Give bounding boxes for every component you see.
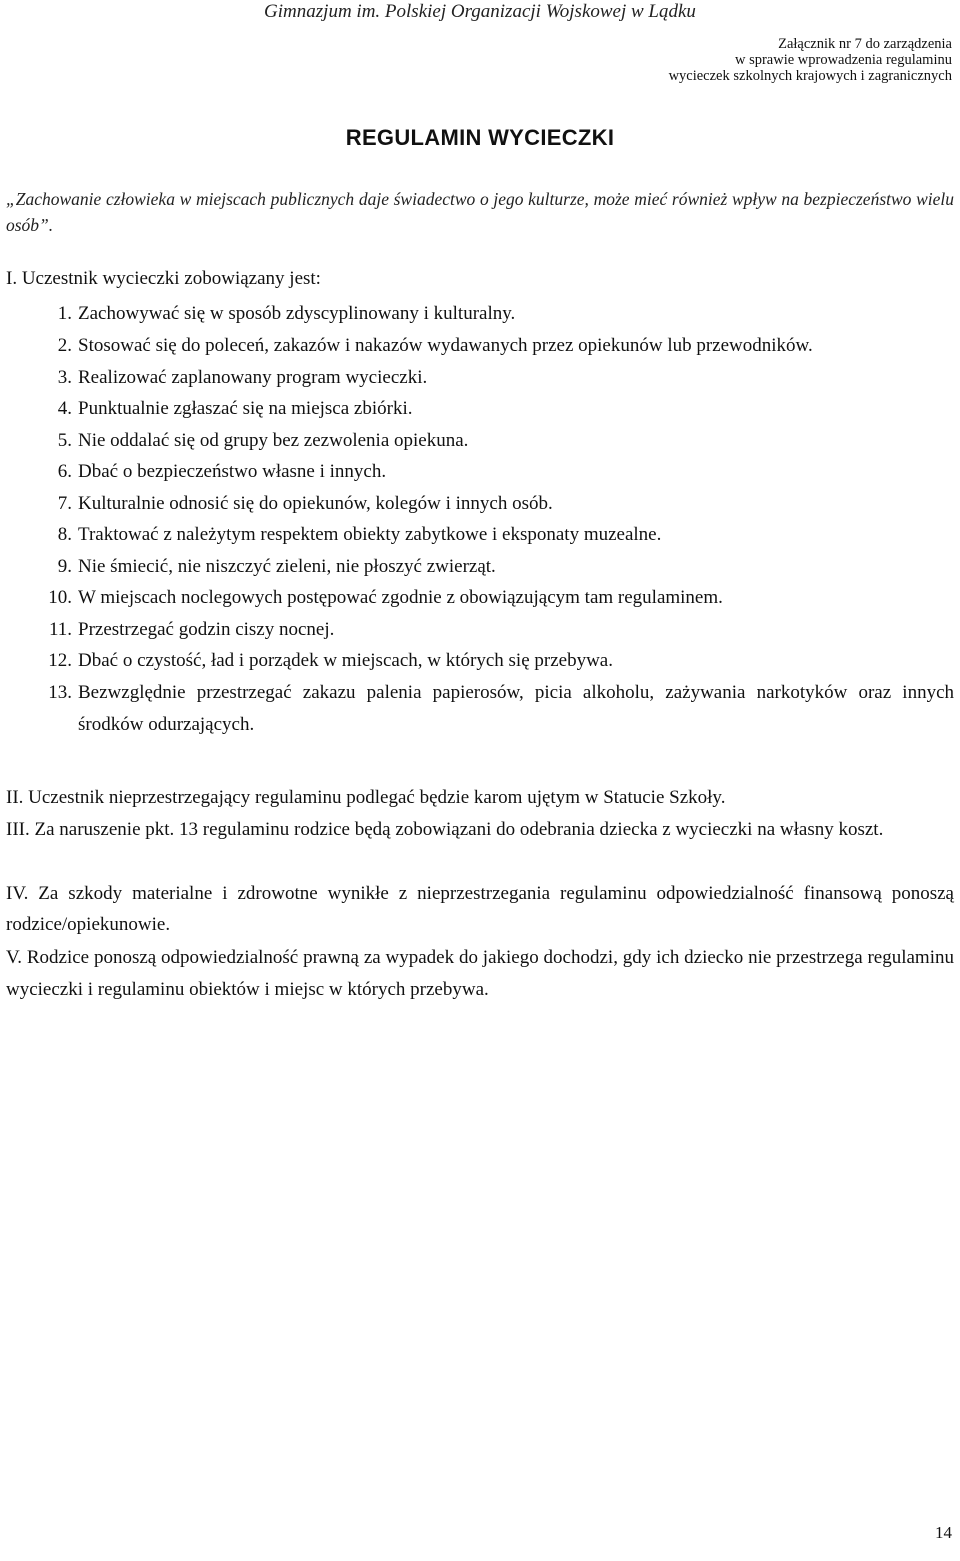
rule-text: Dbać o czystość, ład i porządek w miejscach, w których się przebywa. [78,650,613,671]
section-5: V. Rodzice ponoszą odpowiedzialność prawną za wypadek do jakiego dochodzi, gdy ich dziecko nie przestrzega regulaminu wycieczki i regulaminu obiektów i miejsc w których przebywa. [6,947,954,1000]
rule-number: 8. [57,524,72,545]
rule-item [6,362,954,394]
rule-number: 4. [57,398,72,419]
rule-item [6,677,954,741]
rule-text: Traktować z należytym respektem obiekty zabytkowe i eksponaty muzealne. [78,524,662,545]
attachment-line: Załącznik nr 7 do zarządzenia [778,36,952,52]
rule-number: 9. [57,555,72,577]
rule-item [6,519,954,551]
rule-text: Bezwzględnie przestrzegać zakazu palenia papierosów, picia alkoholu, zażywania narkotyków oraz innych środków odurzających. [78,681,954,735]
attachment-note [669,36,952,84]
rules-list [6,298,954,741]
page-number: 14 [935,1523,952,1542]
rule-text: Nie śmiecić, nie niszczyć zieleni, nie płoszyć zwierząt. [78,555,496,577]
rule-text: Realizować zaplanowany program wycieczki. [78,366,428,388]
school-header: Gimnazjum im. Polskiej Organizacji Wojskowej w Lądku [264,1,696,22]
rule-number: 13. [48,681,72,703]
section-4: IV. Za szkody materialne i zdrowotne wynikłe z nieprzestrzegania regulaminu odpowiedzialność finansową ponoszą rodzice/opiekunowie. [6,883,954,935]
rule-item [6,614,954,646]
rule-number: 11. [48,618,72,640]
section-1-heading: I. Uczestnik wycieczki zobowiązany jest: [6,268,321,289]
rule-text: Przestrzegać godzin ciszy nocnej. [78,618,335,640]
rule-item [6,582,954,614]
rule-number: 7. [57,492,72,514]
rule-item [6,330,954,362]
rule-item [6,456,954,488]
rule-number: 2. [57,334,72,356]
rule-item [6,551,954,583]
rule-number: 3. [57,366,72,388]
rule-item [6,645,954,677]
rule-item [6,425,954,457]
section-3: III. Za naruszenie pkt. 13 regulaminu rodzice będą zobowiązani do odebrania dziecka z wycieczki na własny koszt. [6,819,884,840]
rule-text: Dbać o bezpieczeństwo własne i innych. [78,461,387,482]
rule-text: Zachowywać się w sposób zdyscyplinowany i kulturalny. [78,303,516,324]
rule-number: 12. [48,650,72,671]
attachment-line: wycieczek szkolnych krajowych i zagranicznych [668,68,952,84]
rule-text: W miejscach noclegowych postępować zgodnie z obowiązującym tam regulaminem. [78,587,723,608]
attachment-line: w sprawie wprowadzenia regulaminu [734,52,952,68]
rule-text: Kulturalnie odnosić się do opiekunów, kolegów i innych osób. [78,492,553,514]
rule-number: 6. [57,461,72,482]
motto-quote: „Zachowanie człowieka w miejscach publicznych daje świadectwo o jego kulturze, może mieć również wpływ na bezpieczeństwo wielu osób”. [6,189,954,235]
rule-number: 1. [57,303,72,324]
document-title: REGULAMIN WYCIECZKI [345,125,615,150]
rule-item [6,488,954,520]
rule-text: Stosować się do poleceń, zakazów i nakazów wydawanych przez opiekunów lub przewodników. [78,334,813,356]
rule-item [6,393,954,425]
rule-text: Punktualnie zgłaszać się na miejsca zbiórki. [78,398,413,419]
rule-number: 5. [57,429,72,451]
rule-number: 10. [48,587,72,608]
rule-item [6,298,954,330]
rule-text: Nie oddalać się od grupy bez zezwolenia opiekuna. [78,429,469,451]
section-2: II. Uczestnik nieprzestrzegający regulaminu podlegać będzie karom ujętym w Statucie Szkoły. [6,787,726,808]
